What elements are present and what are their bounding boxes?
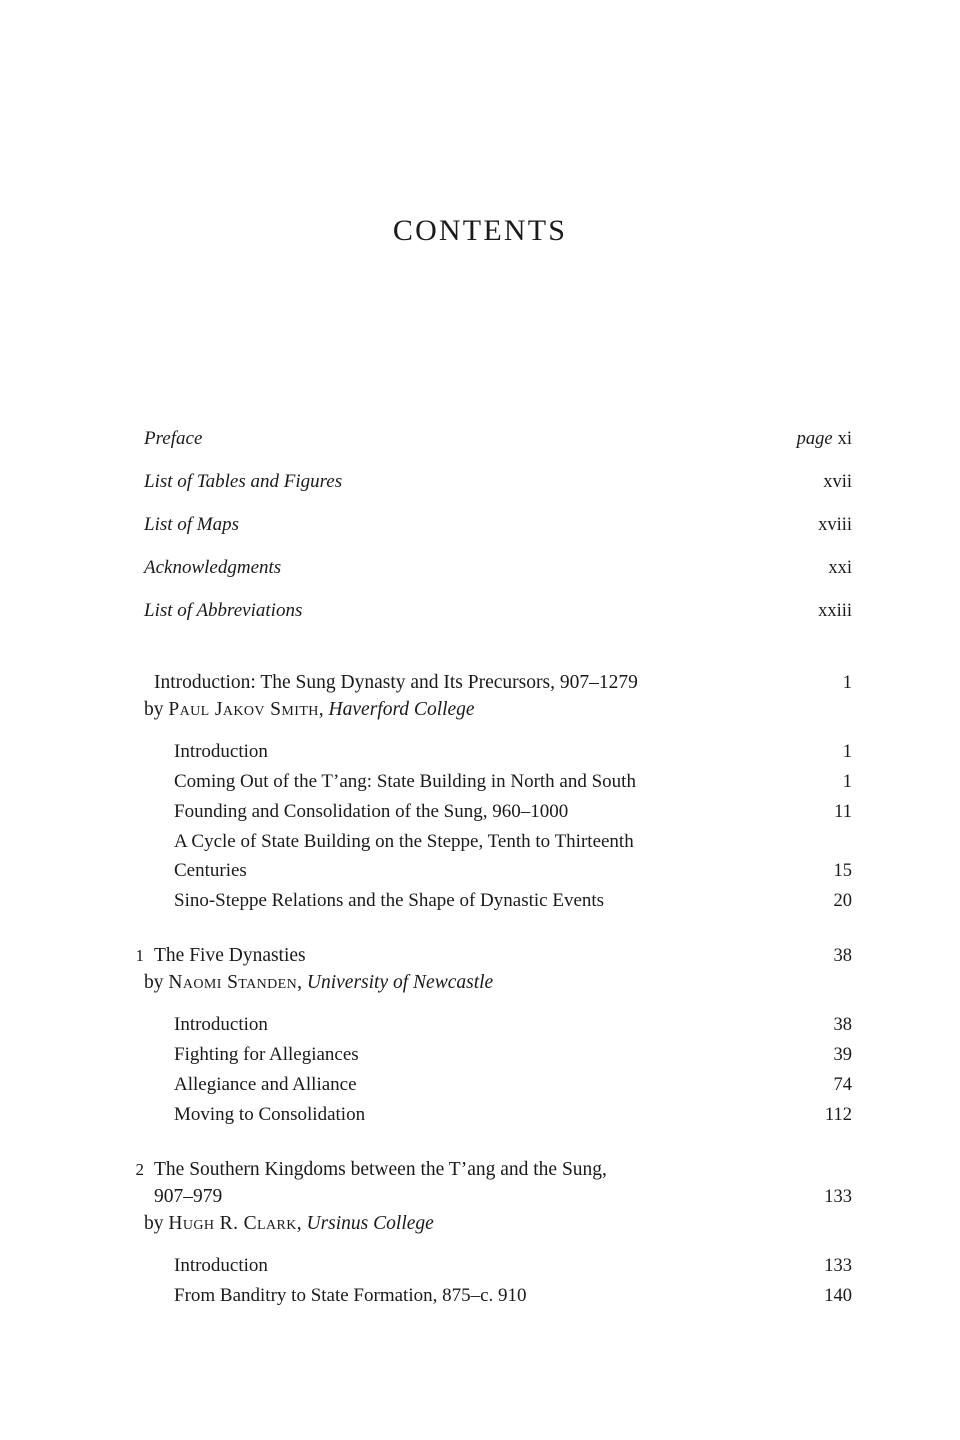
- section-page-number: 38: [833, 1015, 852, 1035]
- chapter-block: [108, 1156, 852, 1311]
- section-entry[interactable]: [108, 886, 852, 916]
- section-entry[interactable]: [108, 1040, 852, 1070]
- chapter-block: [108, 669, 852, 916]
- section-title: Sino-Steppe Relations and the Shape of Dynastic Events: [174, 890, 605, 911]
- byline-by-word: by: [144, 699, 164, 720]
- chapter-affiliation: Haverford College: [328, 699, 475, 720]
- front-matter-entry[interactable]: [108, 471, 852, 514]
- section-page-number: 140: [824, 1286, 852, 1306]
- section-page-number: 39: [833, 1045, 852, 1065]
- chapter-page-number: 1: [842, 673, 852, 693]
- section-title: Moving to Consolidation: [174, 1104, 366, 1125]
- chapter-number: 2: [135, 1160, 144, 1179]
- section-title: Introduction: [174, 741, 268, 762]
- front-matter-page-number: [760, 429, 852, 450]
- section-page-number: 74: [833, 1075, 852, 1095]
- front-matter-label: Acknowledgments: [144, 557, 282, 578]
- toc-content: [108, 428, 852, 1311]
- section-entry[interactable]: [108, 1281, 852, 1311]
- page-number-value: xxi: [828, 558, 852, 578]
- byline-by-word: by: [144, 1213, 164, 1234]
- front-matter-label: Preface: [144, 428, 203, 449]
- chapter-byline: by Paul Jakov Smith, Haverford College: [144, 699, 475, 720]
- section-entry[interactable]: [108, 1010, 852, 1040]
- section-title: Founding and Consolidation of the Sung, 960–1000: [174, 801, 569, 822]
- chapter-author: Naomi Standen: [168, 972, 298, 993]
- chapter-number: 1: [135, 946, 144, 965]
- chapter-title: 907–979: [154, 1186, 223, 1207]
- section-title: Fighting for Allegiances: [174, 1044, 359, 1065]
- section-title: From Banditry to State Formation, 875–c. 910: [174, 1285, 527, 1306]
- chapter-byline: by Naomi Standen, University of Newcastle: [144, 972, 494, 993]
- front-matter-entry[interactable]: [108, 514, 852, 557]
- section-page-number: 1: [842, 772, 852, 792]
- chapter-block: [108, 942, 852, 1130]
- chapter-page-number: 133: [824, 1187, 852, 1207]
- section-page-number: 20: [833, 891, 852, 911]
- chapter-title-row[interactable]: [108, 942, 852, 969]
- front-matter-list: [108, 428, 852, 643]
- section-page-number: 1: [842, 742, 852, 762]
- section-page-number: 11: [834, 802, 852, 822]
- chapter-page-number: 38: [833, 946, 852, 966]
- chapter-list: [108, 669, 852, 1311]
- section-list: [108, 1010, 852, 1130]
- page-number-value: xvii: [823, 472, 852, 492]
- byline-by-word: by: [144, 972, 164, 993]
- front-matter-page-number: [760, 472, 852, 493]
- section-entry[interactable]: [108, 737, 852, 767]
- section-entry[interactable]: [108, 1100, 852, 1130]
- section-list: [108, 1251, 852, 1311]
- section-entry[interactable]: [108, 767, 852, 797]
- chapter-byline: by Hugh R. Clark, Ursinus College: [144, 1213, 434, 1234]
- chapter-author: Paul Jakov Smith: [168, 699, 319, 720]
- section-entry[interactable]: [108, 1070, 852, 1100]
- section-list: [108, 737, 852, 916]
- chapter-affiliation: Ursinus College: [306, 1213, 434, 1234]
- front-matter-entry[interactable]: [108, 557, 852, 600]
- section-title: Introduction: [174, 1255, 268, 1276]
- chapter-title: Introduction: The Sung Dynasty and Its Precursors, 907–1279: [154, 672, 638, 693]
- front-matter-page-number: [760, 558, 852, 579]
- front-matter-entry[interactable]: [108, 428, 852, 471]
- section-title: Coming Out of the T’ang: State Building in North and South: [174, 771, 636, 792]
- front-matter-label: List of Tables and Figures: [144, 471, 343, 492]
- chapter-title-row[interactable]: [108, 1156, 852, 1183]
- section-page-number: 133: [824, 1256, 852, 1276]
- page-number-value: xviii: [818, 515, 852, 535]
- page-number-value: xxiii: [818, 601, 852, 621]
- section-entry[interactable]: [108, 827, 852, 856]
- chapter-affiliation: University of Newcastle: [306, 972, 494, 993]
- front-matter-label: List of Abbreviations: [144, 600, 303, 621]
- chapter-title: The Five Dynasties: [154, 945, 306, 966]
- chapter-title-row[interactable]: [108, 669, 852, 696]
- front-matter-label: List of Maps: [144, 514, 240, 535]
- section-page-number: 112: [824, 1105, 852, 1125]
- section-entry[interactable]: [108, 1251, 852, 1281]
- chapter-author: Hugh R. Clark: [168, 1213, 297, 1234]
- chapter-title-row[interactable]: [108, 1183, 852, 1210]
- front-matter-page-number: [760, 601, 852, 622]
- front-matter-entry[interactable]: [108, 600, 852, 643]
- section-title: A Cycle of State Building on the Steppe, Tenth to Thirteenth: [174, 831, 634, 852]
- section-title: Centuries: [174, 860, 247, 881]
- section-entry[interactable]: [108, 856, 852, 886]
- front-matter-page-number: [760, 515, 852, 536]
- section-title: Introduction: [174, 1014, 268, 1035]
- page-word-label: page: [796, 429, 833, 449]
- page-number-value: xi: [837, 429, 852, 449]
- page-title: CONTENTS: [392, 214, 568, 248]
- section-title: Allegiance and Alliance: [174, 1074, 357, 1095]
- section-entry[interactable]: [108, 797, 852, 827]
- chapter-title: The Southern Kingdoms between the T’ang and the Sung,: [154, 1159, 607, 1180]
- section-page-number: 15: [833, 861, 852, 881]
